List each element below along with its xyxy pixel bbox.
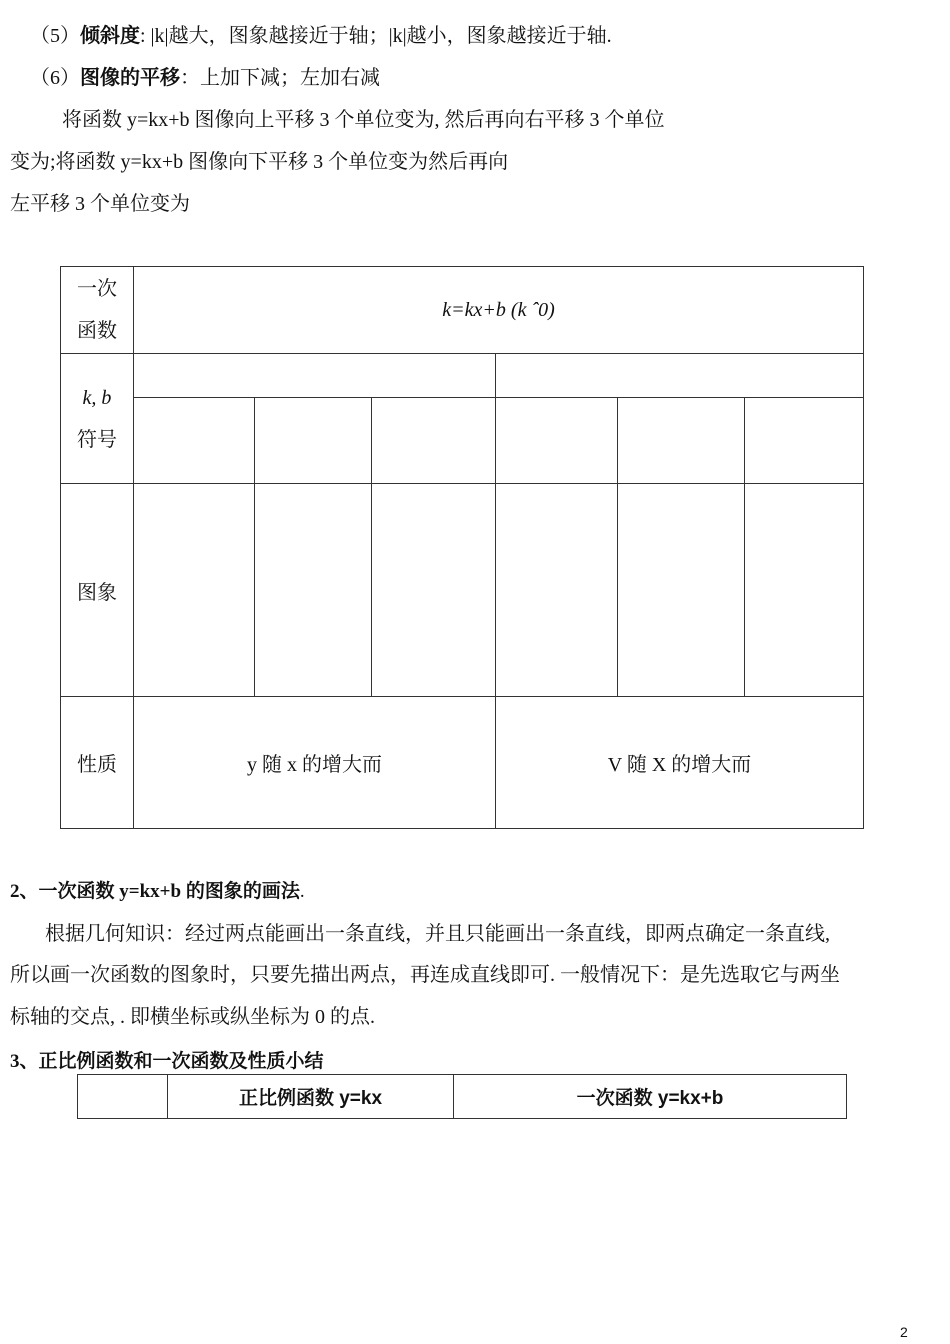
b-sign-cell (496, 398, 618, 484)
section-5-label: 倾斜度 (80, 25, 140, 47)
graph-row (61, 484, 864, 697)
b-sign-cell (255, 398, 372, 484)
function-label-a: 一次 (77, 278, 117, 300)
sign-label: 符号 (77, 428, 117, 451)
linear-function-table (60, 266, 864, 829)
proportional-function-header: 正比例函数 y=kx (168, 1075, 454, 1119)
page-number: 2 (900, 1324, 908, 1340)
section-5-line (30, 24, 612, 48)
shift-paragraph-line-1: 将函数 y=kx+b 图像向上平移 3 个单位变为, 然后再向右平移 3 个单位 (62, 109, 665, 131)
b-sign-cell (372, 398, 496, 484)
kb-sign-label (61, 354, 134, 484)
b-sign-row (61, 398, 864, 484)
k-positive-cell (134, 354, 496, 398)
graph-cell (134, 484, 255, 697)
summary-blank-header (78, 1075, 168, 1119)
k-negative-cell (496, 354, 864, 398)
graph-label: 图象 (61, 484, 134, 697)
summary-header-row (78, 1075, 847, 1119)
linear-function-header: 一次函数 y=kx+b (454, 1075, 847, 1119)
section-2-heading-prefix: 2、一次函数 (10, 881, 120, 902)
function-row-label (61, 267, 134, 354)
graph-cell (255, 484, 372, 697)
section-2-paragraph-line-2: 所以画一次函数的图象时，只要先描出两点，再连成直线即可. 一般情况下：是先选取它与两坐 (10, 964, 840, 986)
function-row (61, 267, 864, 354)
graph-cell (618, 484, 745, 697)
section-5-text: : |k|越大，图象越接近于轴；|k|越小，图象越接近于轴. (140, 25, 612, 47)
property-decreasing: V 随 X 的增大而 (496, 697, 864, 829)
kb-label: k, b (82, 386, 112, 409)
section-6-number: （6） (30, 67, 80, 89)
section-2-paragraph-line-3: 标轴的交点, . 即横坐标或纵坐标为 0 的点. (10, 1006, 375, 1028)
property-label: 性质 (61, 697, 134, 829)
function-label-b: 函数 (77, 320, 117, 342)
property-row (61, 697, 864, 829)
graph-cell (745, 484, 864, 697)
section-2-heading (10, 880, 305, 904)
graph-cell (496, 484, 618, 697)
section-6-label: 图像的平移 (80, 67, 180, 89)
b-sign-cell (134, 398, 255, 484)
section-6-text: ：上加下减；左加右减 (180, 67, 380, 89)
graph-cell (372, 484, 496, 697)
shift-paragraph-line-3: 左平移 3 个单位变为 (10, 193, 190, 215)
section-6-line (30, 66, 380, 90)
b-sign-cell (745, 398, 864, 484)
function-formula: k=kx+b (k ˆ0) (134, 267, 864, 354)
shift-paragraph-line-2: 变为;将函数 y=kx+b 图像向下平移 3 个单位变为然后再向 (10, 151, 509, 173)
section-2-heading-end: . (299, 881, 305, 902)
property-increasing: y 随 x 的增大而 (134, 697, 496, 829)
section-3-heading: 3、正比例函数和一次函数及性质小结 (10, 1051, 324, 1072)
section-5-number: （5） (30, 25, 80, 47)
section-2-heading-formula: y=kx+b (119, 881, 182, 902)
summary-table (77, 1074, 847, 1119)
b-sign-cell (618, 398, 745, 484)
section-2-paragraph-line-1: 根据几何知识：经过两点能画出一条直线，并且只能画出一条直线，即两点确定一条直线, (45, 923, 830, 945)
section-2-heading-suffix: 的图象的画法 (181, 881, 300, 902)
kb-sign-row (61, 354, 864, 398)
